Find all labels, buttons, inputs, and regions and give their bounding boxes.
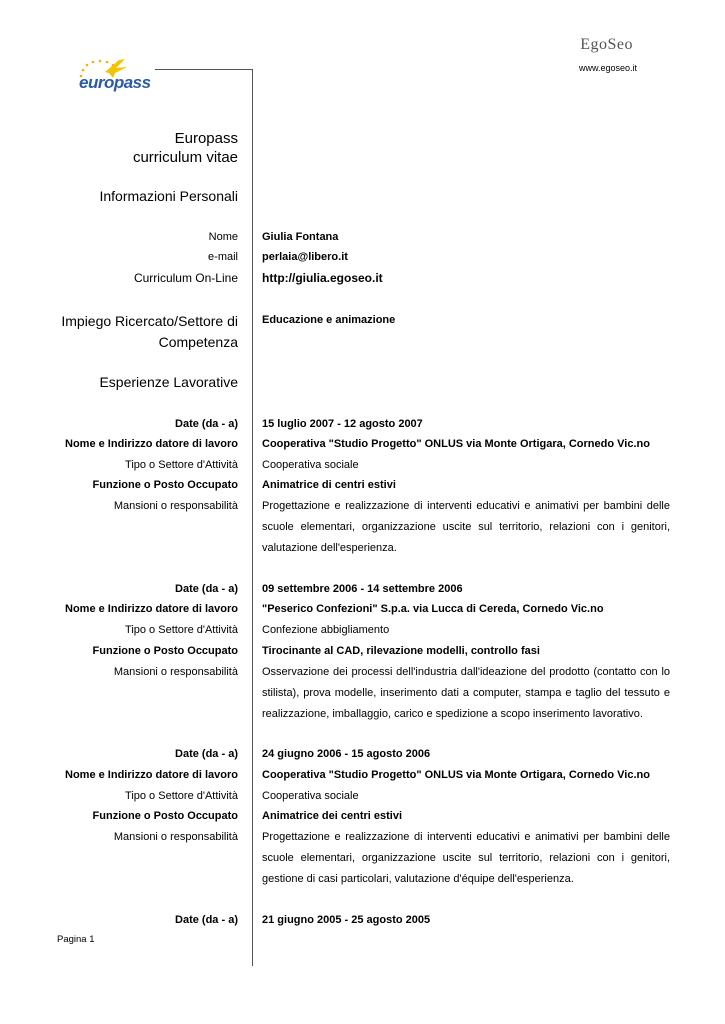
column-divider [252,69,253,966]
job-date: 09 settembre 2006 - 14 settembre 2006 [262,583,463,595]
job-role: Tirocinante al CAD, rilevazione modelli, controllo fasi [262,645,540,657]
duties-label: Mansioni o responsabilità [113,666,238,678]
section-heading-personal: Informazioni Personali [99,188,238,204]
cv-online-label: Curriculum On-Line [133,271,238,285]
job-sector: Cooperativa sociale [262,459,359,471]
job-employer: Cooperativa "Studio Progetto" ONLUS via Monte Ortigara, Cornedo Vic.no [262,769,650,781]
email-value[interactable]: perlaia@libero.it [262,251,348,263]
name-label: Nome [208,231,238,243]
title-line2: curriculum vitae [132,149,238,166]
employer-label: Nome e Indirizzo datore di lavoro [65,603,238,615]
job-date: 21 giugno 2005 - 25 agosto 2005 [262,914,431,926]
role-label: Funzione o Posto Occupato [92,645,238,657]
date-label: Date (da - a) [175,748,238,760]
job-sector: Cooperativa sociale [262,790,359,802]
date-label: Date (da - a) [175,583,238,595]
employer-label: Nome e Indirizzo datore di lavoro [65,438,238,450]
employer-label: Nome e Indirizzo datore di lavoro [65,769,238,781]
job-employer: Cooperativa "Studio Progetto" ONLUS via Monte Ortigara, Cornedo Vic.no [262,438,650,450]
job-sector: Confezione abbigliamento [262,624,390,636]
europass-logo [75,56,165,96]
cv-online-link[interactable]: http://giulia.egoseo.it [262,271,383,285]
sector-label: Tipo o Settore d'Attività [125,624,238,636]
site-url: www.egoseo.it [578,63,637,73]
job-date: 15 luglio 2007 - 12 agosto 2007 [262,418,423,430]
section-heading-sought-line2: Competenza [158,334,238,350]
email-label: e-mail [208,251,238,263]
job-duties: Progettazione e realizzazione di interventi educativi e animativi per bambini delle scuole elementari, organizzazione uscite sul territorio, relazioni con i genitori, valutazione dell'esperienza. [262,500,670,554]
date-label: Date (da - a) [175,418,238,430]
sought-value: Educazione e animazione [262,314,396,326]
job-duties: Progettazione e realizzazione di interventi educativi e animativi per bambini delle scuole elementari, organizzazione uscite sul territorio, relazioni con i genitori, gestione di casi particolari, valutazione d'équipe dell'esperienza. [262,831,670,885]
sector-label: Tipo o Settore d'Attività [125,790,238,802]
sector-label: Tipo o Settore d'Attività [125,459,238,471]
section-heading-experience: Esperienze Lavorative [99,374,238,390]
egoseo-brand-logo: EgoSeo [580,36,633,53]
section-heading-sought-line1: Impiego Ricercato/Settore di [61,313,238,329]
name-value: Giulia Fontana [262,231,339,243]
job-duties: Osservazione dei processi dell'industria dall'ideazione del prodotto (contatto con lo stilista), prova modelle, inserimento dati a computer, stampa e taglio del tessuto e realizzazione, imballaggio, carico e spedizione a scopo inserimento lavorativo. [262,666,670,720]
job-employer: "Peserico Confezioni" S.p.a. via Lucca di Cereda, Cornedo Vic.no [262,603,604,615]
title-line1: Europass [174,130,238,147]
duties-label: Mansioni o responsabilità [113,831,238,843]
job-role: Animatrice di centri estivi [262,479,396,491]
job-date: 24 giugno 2006 - 15 agosto 2006 [262,748,431,760]
date-label: Date (da - a) [175,914,238,926]
role-label: Funzione o Posto Occupato [92,810,238,822]
page-number: Pagina 1 [57,934,95,945]
job-role: Animatrice dei centri estivi [262,810,402,822]
role-label: Funzione o Posto Occupato [92,479,238,491]
duties-label: Mansioni o responsabilità [113,500,238,512]
header-divider [155,69,252,70]
europass-wordmark: europass [79,73,151,92]
